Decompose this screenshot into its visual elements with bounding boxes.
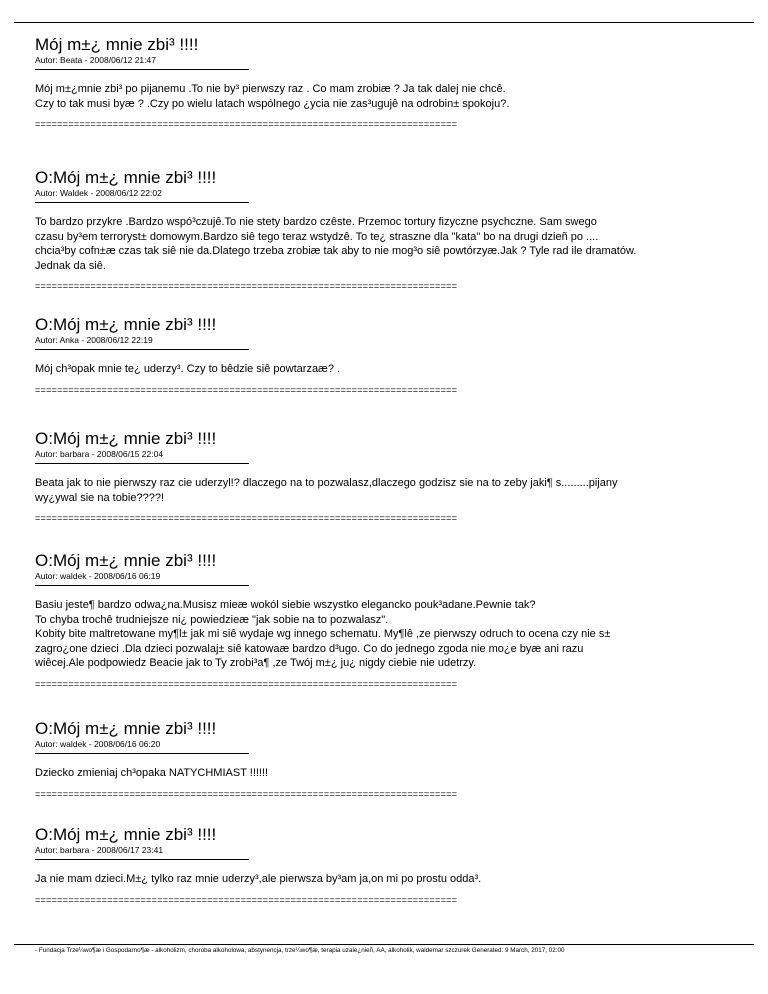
meta-rule: [35, 463, 249, 464]
post-separator: ============================================================================: [35, 384, 458, 395]
post: [35, 825, 757, 935]
forum-thread: [35, 35, 757, 935]
top-rule: [14, 22, 754, 23]
post-text-line: To chyba trochê trudniejsze ni¿ powiedzieæ "jak sobie na to pozwalasz".: [35, 613, 389, 626]
post-author-date: Autor: barbara - 2008/06/15 22:04: [35, 449, 164, 459]
post-title: O:Mój m±¿ mnie zbi³ !!!!: [35, 719, 217, 738]
post-separator: ============================================================================: [35, 281, 458, 291]
post-text-line: Beata jak to nie pierwszy raz cie uderzyl!? dlaczego na to pozwalasz,dlaczego godzisz sie na to zeby jaki¶ s.........pijany: [35, 477, 618, 489]
footer-rule: [14, 944, 754, 945]
post: [35, 429, 757, 551]
post-body: [35, 476, 757, 505]
post-body: [35, 872, 757, 887]
post-separator: ============================================================================: [35, 119, 458, 129]
post-text-line: Basiu jeste¶ bardzo odwa¿na.Musisz mieæ wokól siebie wszystko elegancko pouk³adane.Pewnie tak?: [35, 599, 536, 611]
meta-rule: [35, 202, 249, 203]
post-body: [35, 215, 757, 273]
post-text-line: chcia³by cofn±æ czas tak siê nie da.Dlatego trzeba zrobiæ tak aby to nie mog³o siê powtórzyæ.Jak ? Tyle rad ile dramatów.: [35, 245, 637, 257]
post-text-line: wy¿ywal sie na tobie????!: [35, 491, 165, 504]
post-author-date: Autor: Anka - 2008/06/12 22:19: [35, 335, 153, 345]
post-title: O:Mój m±¿ mnie zbi³ !!!!: [35, 315, 217, 334]
post-text-line: czasu by³em terroryst± domowym.Bardzo siê tego teraz wstydzê. To te¿ straszne dla "kata" bo na drugi dzieñ po ....: [35, 230, 599, 243]
post-separator: ============================================================================: [35, 678, 458, 689]
meta-rule: [35, 753, 249, 754]
post-separator: ============================================================================: [35, 788, 458, 799]
post-separator: ============================================================================: [35, 513, 458, 523]
post: [35, 551, 757, 719]
meta-rule: [35, 349, 249, 350]
post-text-line: Mój m±¿mnie zbi³ po pijanemu .To nie by³ pierwszy raz . Co mam zrobiæ ? Ja tak dalej nie chcê.: [35, 83, 506, 95]
post-body: [35, 82, 757, 111]
post-text-line: Dziecko zmieniaj ch³opaka NATYCHMIAST !!!!!!: [35, 767, 269, 779]
post: [35, 168, 757, 315]
post-author-date: Autor: waldek - 2008/06/16 06:20: [35, 739, 161, 749]
meta-rule: [35, 69, 249, 70]
post-title: O:Mój m±¿ mnie zbi³ !!!!: [35, 168, 217, 187]
post-body: [35, 598, 757, 671]
meta-rule: [35, 585, 249, 586]
post-text-line: wiêcej.Ale podpowiedz Beacie jak to Ty zrobi³a¶ ,ze Twój m±¿ ju¿ nigdy ciebie nie udetrzy.: [35, 657, 477, 669]
meta-rule: [35, 859, 249, 860]
post-text-line: Kobity bite maltretowane my¶l± jak mi siê wydaje wg innego schematu. My¶lê ,ze pierwszy odruch to ocena czy nie s±: [35, 628, 611, 640]
post-text-line: zagro¿one dzieci .Dla dzieci pozwalaj± siê katowaæ bardzo d³ugo. Co do jednego zgoda nie mo¿e byæ ani razu: [35, 642, 584, 655]
post-author-date: Autor: barbara - 2008/06/17 23:41: [35, 845, 164, 855]
post: [35, 719, 757, 825]
post: [35, 315, 757, 429]
post-text-line: To bardzo przykre .Bardzo wspó³czujê.To nie stety bardzo czêste. Przemoc tortury fizyczne psychczne. Sam swego: [35, 216, 597, 228]
post-text-line: Ja nie mam dzieci.M±¿ tylko raz mnie uderzy³,ale pierwsza by³am ja,on mi po prostu odda³.: [35, 873, 482, 885]
post-text-line: Mój ch³opak mnie te¿ uderzy³. Czy to bêdzie siê powtarzaæ? .: [35, 363, 341, 375]
post-separator: ============================================================================: [35, 894, 458, 905]
post-title: O:Mój m±¿ mnie zbi³ !!!!: [35, 825, 217, 844]
post-author-date: Autor: Waldek - 2008/06/12 22:02: [35, 188, 162, 198]
post-title: Mój m±¿ mnie zbi³ !!!!: [35, 35, 199, 54]
post-author-date: Autor: Beata - 2008/06/12 21:47: [35, 55, 156, 65]
post-title: O:Mój m±¿ mnie zbi³ !!!!: [35, 551, 217, 570]
post-title: O:Mój m±¿ mnie zbi³ !!!!: [35, 429, 217, 448]
post-body: [35, 766, 757, 781]
post-body: [35, 362, 757, 377]
post-text-line: Czy to tak musi byæ ? .Czy po wielu latach wspólnego ¿ycia nie zas³ugujê na odrobin± spokoju?.: [35, 97, 510, 110]
post-author-date: Autor: waldek - 2008/06/16 06:19: [35, 571, 161, 581]
post: [35, 35, 757, 168]
page-footer: - Fundacja Trze¼wo¶æ i Gospodarno¶æ - alkoholizm, choroba alkoholowa, abstynencja, trze¼wo¶æ, terapia uzale¿nieñ, AA, alkoholik, waldemar szczurek Generated: 9 March, 2017, 02:00: [35, 947, 565, 954]
post-text-line: Jednak da siê.: [35, 259, 106, 272]
